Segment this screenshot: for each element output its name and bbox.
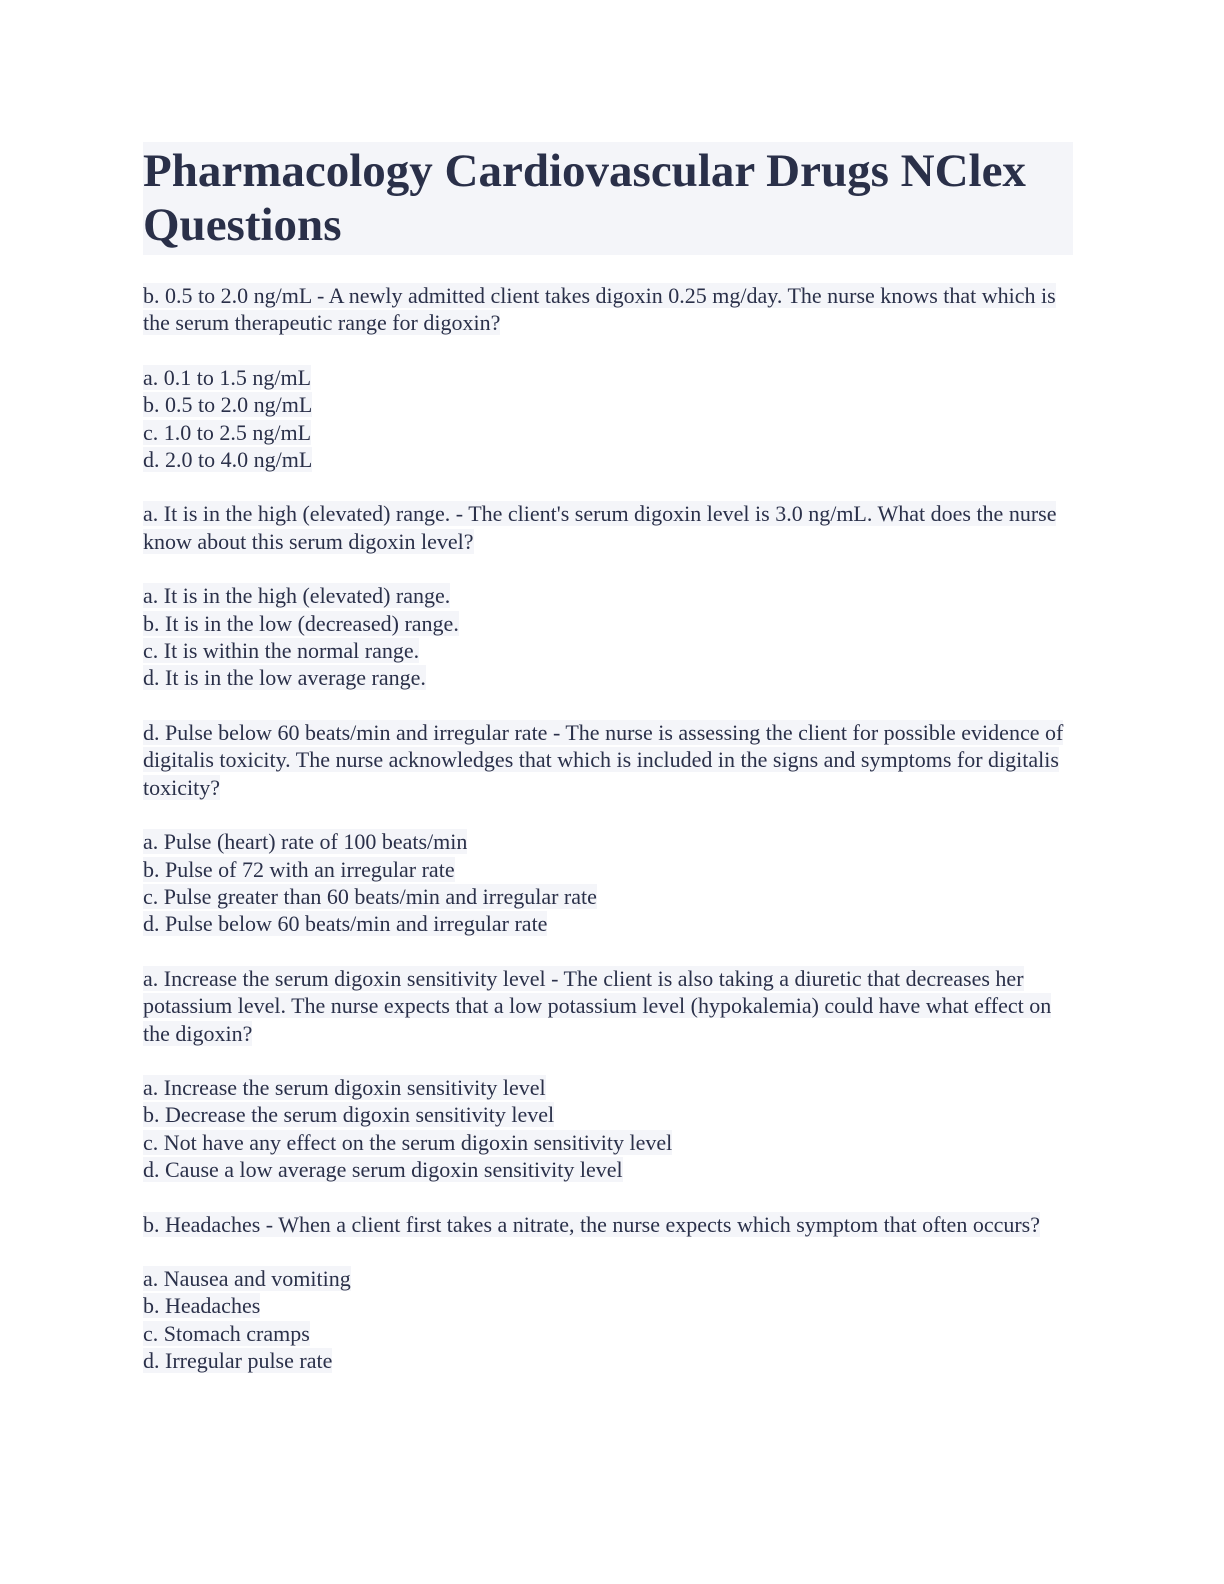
question-prompt: b. Headaches - When a client first takes a nitrate, the nurse expects which symptom that often occurs? — [143, 1211, 1040, 1237]
question-prompt: d. Pulse below 60 beats/min and irregular rate - The nurse is assessing the client for possible evidence of digitalis toxicity. The nurse acknowledges that which is included in the signs and symptoms for digitalis toxicity? — [143, 719, 1064, 800]
option-a: a. Pulse (heart) rate of 100 beats/min — [143, 829, 468, 855]
option-d: d. Pulse below 60 beats/min and irregular rate — [143, 911, 548, 937]
option-d: d. It is in the low average range. — [143, 665, 426, 691]
option-d: d. Irregular pulse rate — [143, 1348, 333, 1374]
option-b: b. Headaches — [143, 1293, 261, 1319]
document-page — [143, 142, 1073, 1402]
question-prompt: a. It is in the high (elevated) range. - The client's serum digoxin level is 3.0 ng/mL. What does the nurse know about this serum digoxin level? — [143, 501, 1057, 554]
option-list — [143, 1265, 1073, 1375]
option-c: c. Stomach cramps — [143, 1320, 310, 1346]
option-a: a. 0.1 to 1.5 ng/mL — [143, 364, 312, 390]
option-list — [143, 364, 1073, 474]
question-4 — [143, 965, 1073, 1184]
option-a: a. It is in the high (elevated) range. — [143, 583, 451, 609]
option-c: c. Not have any effect on the serum digoxin sensitivity level — [143, 1129, 673, 1155]
option-a: a. Increase the serum digoxin sensitivity level — [143, 1074, 546, 1100]
question-3 — [143, 719, 1073, 938]
option-d: d. Cause a low average serum digoxin sensitivity level — [143, 1157, 623, 1183]
title-block — [143, 142, 1073, 255]
option-b: b. Pulse of 72 with an irregular rate — [143, 856, 455, 882]
option-b: b. Decrease the serum digoxin sensitivity level — [143, 1102, 555, 1128]
option-c: c. It is within the normal range. — [143, 638, 420, 664]
option-list — [143, 1074, 1073, 1184]
question-2 — [143, 500, 1073, 691]
option-list — [143, 828, 1073, 938]
option-d: d. 2.0 to 4.0 ng/mL — [143, 447, 313, 473]
question-5 — [143, 1211, 1073, 1375]
question-prompt: a. Increase the serum digoxin sensitivity level - The client is also taking a diuretic that decreases her potassium level. The nurse expects that a low potassium level (hypokalemia) could have what effect on the digoxin? — [143, 965, 1052, 1046]
option-a: a. Nausea and vomiting — [143, 1265, 351, 1291]
question-prompt: b. 0.5 to 2.0 ng/mL - A newly admitted client takes digoxin 0.25 mg/day. The nurse knows that which is the serum therapeutic range for digoxin? — [143, 283, 1056, 336]
option-b: b. 0.5 to 2.0 ng/mL — [143, 392, 313, 418]
question-1 — [143, 282, 1073, 473]
document-title: Pharmacology Cardiovascular Drugs NClex Questions — [143, 145, 1026, 251]
option-c: c. 1.0 to 2.5 ng/mL — [143, 419, 312, 445]
option-list — [143, 582, 1073, 692]
option-b: b. It is in the low (decreased) range. — [143, 610, 459, 636]
option-c: c. Pulse greater than 60 beats/min and irregular rate — [143, 883, 597, 909]
